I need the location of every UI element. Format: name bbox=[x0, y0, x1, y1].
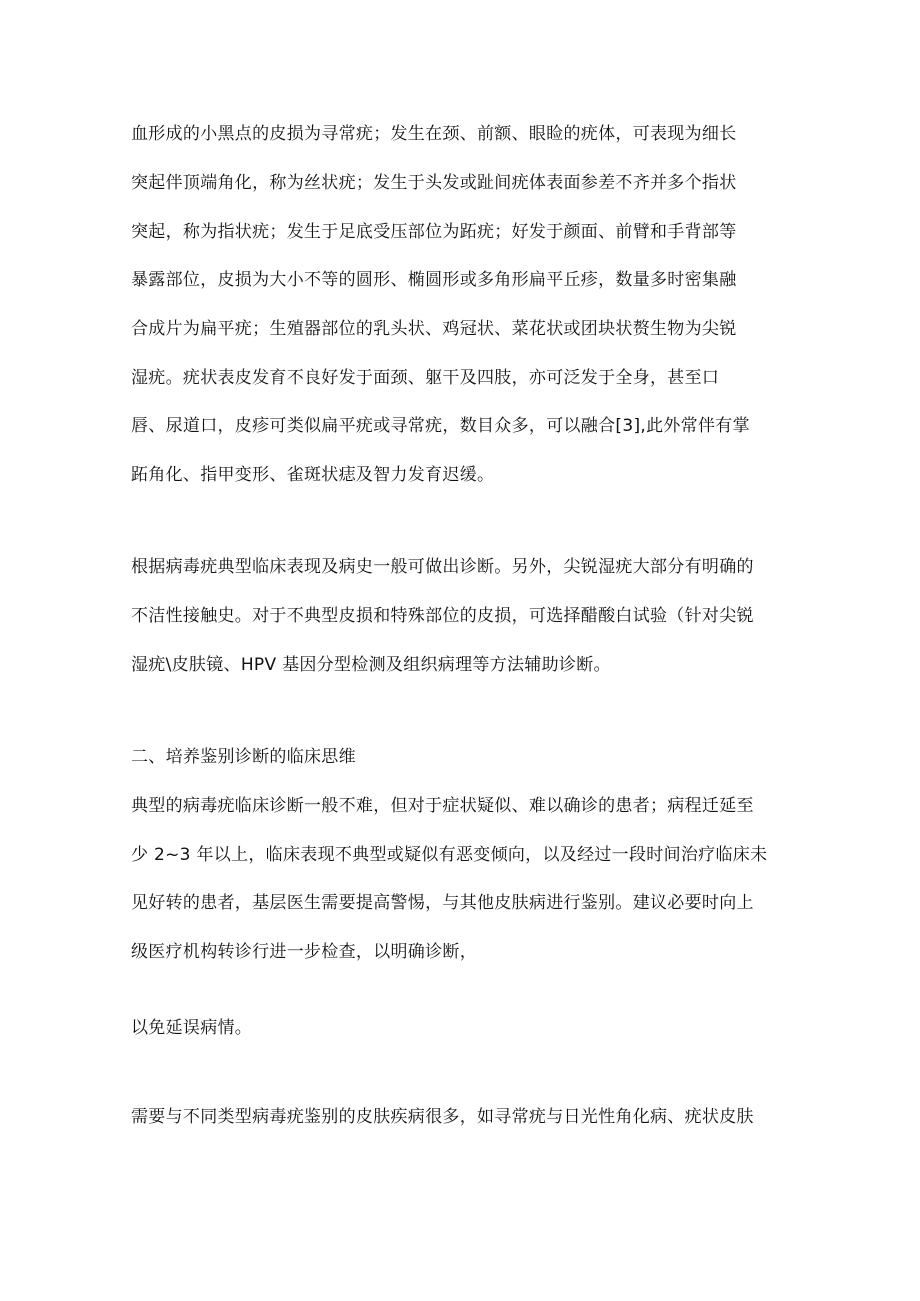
paragraph-differential: 需要与不同类型病毒疣鉴别的皮肤疾病很多，如寻常疣与日光性角化病、疣状皮肤 bbox=[131, 1107, 754, 1127]
text-line: 不洁性接触史。对于不典型皮损和特殊部位的皮损，可选择醋酸白试验（针对尖锐 bbox=[131, 606, 754, 626]
text-line: 血形成的小黑点的皮损为寻常疣；发生在颈、前额、眼睑的疣体，可表现为细长 bbox=[131, 124, 737, 144]
text-line: 唇、尿道口，皮疹可类似扁平疣或寻常疣，数目众多，可以融合[3],此外常伴有掌 bbox=[131, 416, 750, 436]
text-line: 根据病毒疣典型临床表现及病史一般可做出诊断。另外，尖锐湿疣大部分有明确的 bbox=[131, 557, 754, 577]
text-line: 少 2~3 年以上，临床表现不典型或疑似有恶变倾向，以及经过一段时间治疗临床未 bbox=[131, 845, 768, 865]
text-line: 突起，称为指状疣；发生于足底受压部位为跖疣；好发于颜面、前臂和手背部等 bbox=[131, 222, 737, 242]
text-line: 级医疗机构转诊行进一步检查，以明确诊断， bbox=[131, 942, 477, 962]
text-line: 合成片为扁平疣；生殖器部位的乳头状、鸡冠状、菜花状或团块状赘生物为尖锐 bbox=[131, 319, 737, 339]
text-line: 见好转的患者，基层医生需要提高警惕，与其他皮肤病进行鉴别。建议必要时向上 bbox=[131, 893, 754, 913]
section-heading: 二、培养鉴别诊断的临床思维 bbox=[131, 747, 356, 767]
paragraph-avoid-delay: 以免延误病情。 bbox=[131, 1018, 253, 1038]
text-line: 突起伴顶端角化，称为丝状疣；发生于头发或趾间疣体表面参差不齐并多个指状 bbox=[131, 173, 737, 193]
text-line: 跖角化、指甲变形、雀斑状痣及智力发育迟缓。 bbox=[131, 465, 495, 485]
text-line: 典型的病毒疣临床诊断一般不难，但对于症状疑似、难以确诊的患者；病程迁延至 bbox=[131, 796, 754, 816]
text-line: 湿疣\皮肤镜、HPV 基因分型检测及组织病理等方法辅助诊断。 bbox=[131, 655, 611, 675]
text-line: 湿疣。疣状表皮发育不良好发于面颈、躯干及四肢，亦可泛发于全身，甚至口 bbox=[131, 368, 720, 388]
text-line: 暴露部位，皮损为大小不等的圆形、椭圆形或多角形扁平丘疹，数量多时密集融 bbox=[131, 270, 737, 290]
